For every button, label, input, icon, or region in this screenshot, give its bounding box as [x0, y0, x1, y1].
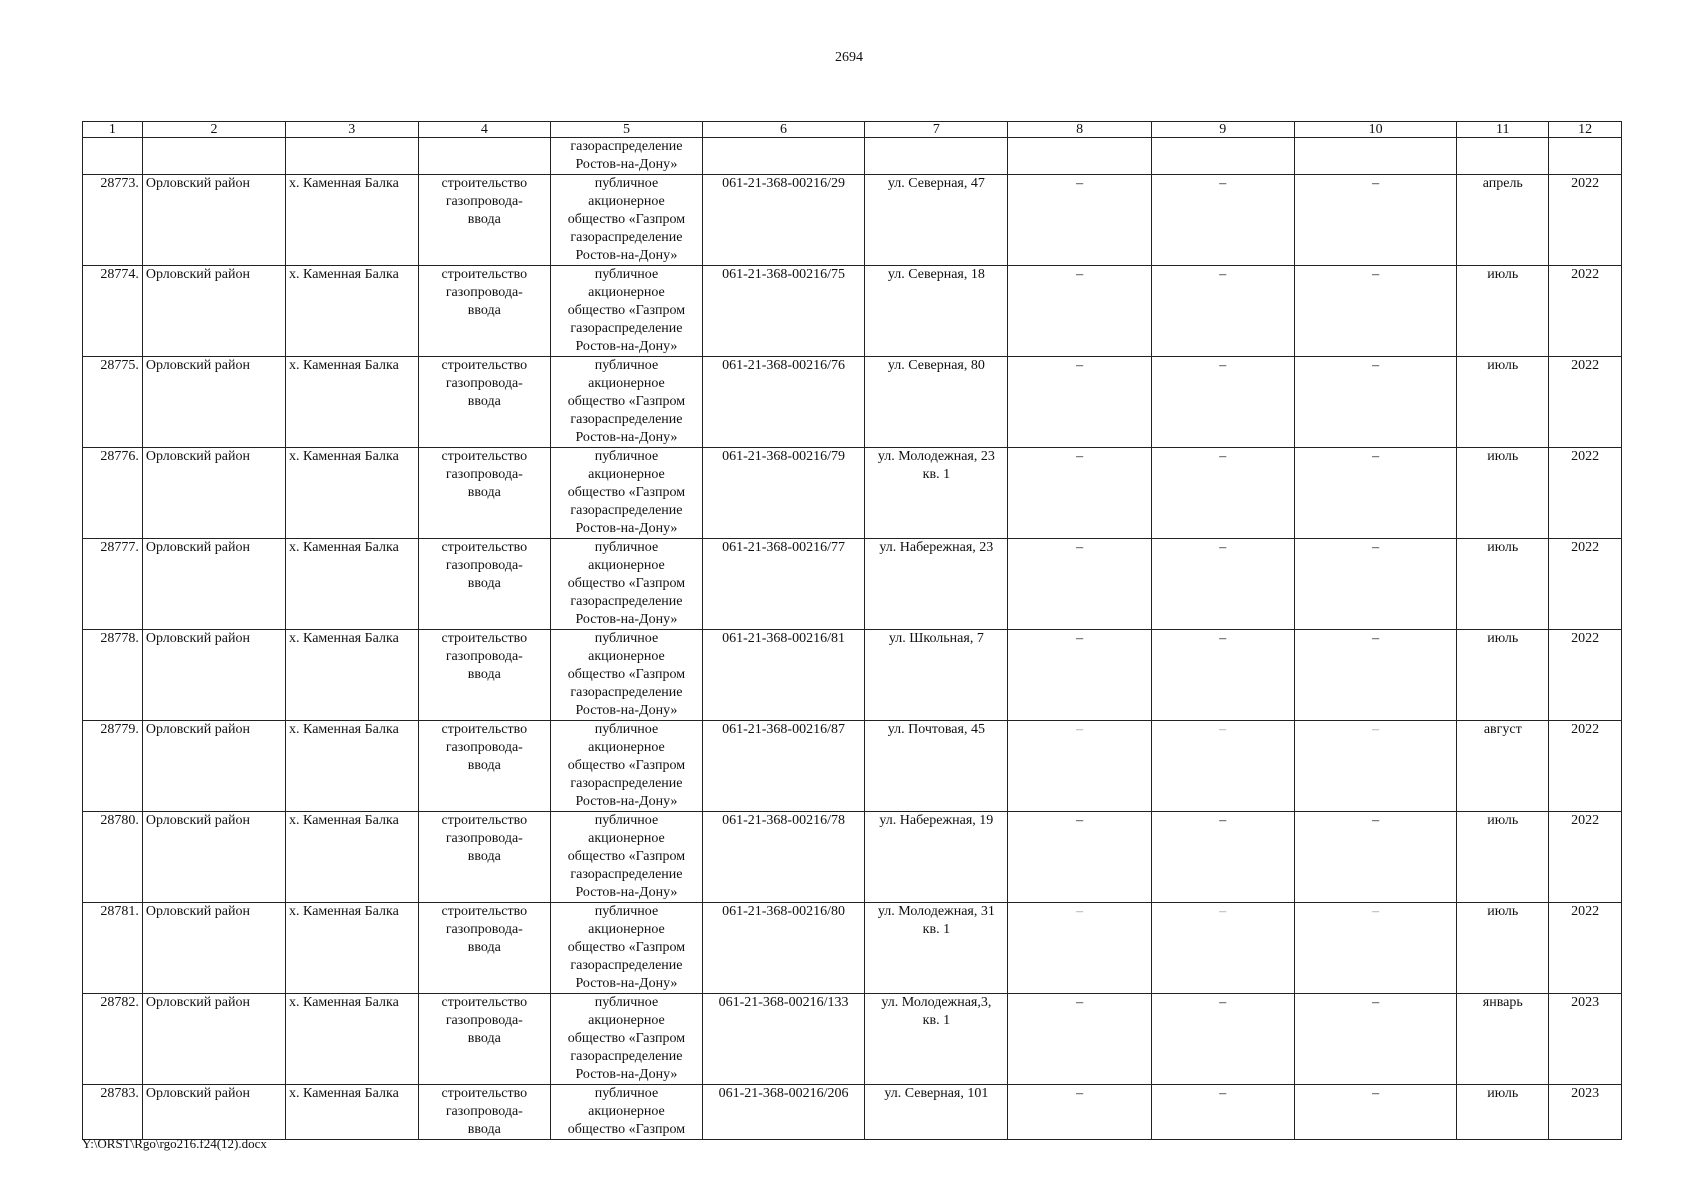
row-number: 28783. — [83, 1085, 143, 1140]
row-number: 28775. — [83, 357, 143, 448]
work-type-line: строительство — [441, 358, 528, 373]
dash-cell: – — [1151, 357, 1294, 448]
row-number: 28778. — [83, 630, 143, 721]
organization — [551, 903, 703, 994]
month: апрель — [1457, 175, 1549, 266]
permit-code: 061-21-368-00216/79 — [702, 448, 864, 539]
row-number: 28782. — [83, 994, 143, 1085]
district: Орловский район — [142, 175, 285, 266]
dash-cell: – — [1294, 903, 1456, 994]
year: 2022 — [1549, 357, 1622, 448]
dash-cell: – — [1008, 539, 1151, 630]
year: 2022 — [1549, 539, 1622, 630]
year: 2022 — [1549, 266, 1622, 357]
dash-cell: – — [1008, 175, 1151, 266]
organization-line: общество «Газпром — [567, 212, 686, 227]
organization — [551, 812, 703, 903]
work-type-line: газопровода- — [445, 1104, 523, 1119]
dash-cell: – — [1008, 994, 1151, 1085]
year: 2022 — [1549, 630, 1622, 721]
organization-line: общество «Газпром — [567, 303, 686, 318]
work-type — [418, 721, 551, 812]
organization-line: газораспределение — [570, 958, 683, 973]
work-type-line: газопровода- — [445, 194, 523, 209]
table-row — [83, 357, 1622, 448]
table-row — [83, 630, 1622, 721]
month: июль — [1457, 266, 1549, 357]
work-type-line: строительство — [441, 995, 528, 1010]
settlement: х. Каменная Балка — [286, 721, 419, 812]
organization-line: публичное — [594, 540, 659, 555]
column-number: 5 — [551, 122, 703, 138]
address-line: ул. Набережная, 23 — [879, 540, 994, 555]
permit-code: 061-21-368-00216/76 — [702, 357, 864, 448]
address — [865, 448, 1008, 539]
permit-code: 061-21-368-00216/80 — [702, 903, 864, 994]
dash-cell: – — [1008, 630, 1151, 721]
organization-line: газораспределение — [570, 1049, 683, 1064]
dash-cell: – — [1151, 630, 1294, 721]
dash-cell: – — [1294, 630, 1456, 721]
address — [865, 812, 1008, 903]
address-line: ул. Почтовая, 45 — [887, 722, 985, 737]
work-type-line: строительство — [441, 722, 528, 737]
dash-cell: – — [1151, 539, 1294, 630]
settlement: х. Каменная Балка — [286, 448, 419, 539]
address-line: ул. Молодежная, 31 — [877, 904, 995, 919]
dash-cell: – — [1294, 721, 1456, 812]
month: июль — [1457, 448, 1549, 539]
dash-cell: – — [1294, 448, 1456, 539]
work-type-line: газопровода- — [445, 831, 523, 846]
organization — [551, 448, 703, 539]
organization-line: общество «Газпром — [567, 1122, 686, 1137]
organization-line: газораспределение — [570, 867, 683, 882]
organization-line: публичное — [594, 631, 659, 646]
organization-line: Ростов-на-Дону» — [575, 1067, 678, 1082]
organization-line: газораспределение — [570, 685, 683, 700]
work-type-line: ввода — [467, 1122, 501, 1137]
permit-code: 061-21-368-00216/133 — [702, 994, 864, 1085]
organization-line: общество «Газпром — [567, 1031, 686, 1046]
dash-cell: – — [1294, 357, 1456, 448]
row-number: 28780. — [83, 812, 143, 903]
table-row — [83, 903, 1622, 994]
address-line: ул. Северная, 101 — [884, 1086, 989, 1101]
district: Орловский район — [142, 448, 285, 539]
work-type-line: ввода — [467, 1031, 501, 1046]
work-type-line: строительство — [441, 449, 528, 464]
address-line: ул. Школьная, 7 — [888, 631, 984, 646]
organization-line: общество «Газпром — [567, 667, 686, 682]
organization-line: Ростов-на-Дону» — [575, 703, 678, 718]
address-line: кв. 1 — [922, 467, 951, 482]
dash-cell: – — [1008, 266, 1151, 357]
organization-line: Ростов-на-Дону» — [575, 339, 678, 354]
settlement: х. Каменная Балка — [286, 266, 419, 357]
address — [865, 539, 1008, 630]
work-type-line: строительство — [441, 1086, 528, 1101]
settlement: х. Каменная Балка — [286, 357, 419, 448]
dash-cell: – — [1151, 994, 1294, 1085]
dash-cell: – — [1008, 1085, 1151, 1140]
work-type-line: строительство — [441, 631, 528, 646]
org-line: Ростов-на-Дону» — [575, 157, 678, 172]
organization-line: Ростов-на-Дону» — [575, 430, 678, 445]
row-number: 28776. — [83, 448, 143, 539]
settlement: х. Каменная Балка — [286, 812, 419, 903]
work-type — [418, 1085, 551, 1140]
work-type — [418, 630, 551, 721]
dash-cell: – — [1294, 812, 1456, 903]
organization-line: акционерное — [588, 1013, 665, 1028]
organization-line: публичное — [594, 358, 659, 373]
organization-line: публичное — [594, 813, 659, 828]
district: Орловский район — [142, 266, 285, 357]
organization-line: акционерное — [588, 649, 665, 664]
table-row — [83, 266, 1622, 357]
district: Орловский район — [142, 721, 285, 812]
file-path-footer: Y:\ORST\Rgo\rgo216.f24(12).docx — [82, 1136, 267, 1151]
year: 2022 — [1549, 812, 1622, 903]
work-type-line: газопровода- — [445, 558, 523, 573]
work-type-line: ввода — [467, 212, 501, 227]
year: 2023 — [1549, 1085, 1622, 1140]
organization-line: газораспределение — [570, 412, 683, 427]
address — [865, 266, 1008, 357]
work-type-line: ввода — [467, 667, 501, 682]
district: Орловский район — [142, 994, 285, 1085]
dash-cell: – — [1008, 448, 1151, 539]
dash-cell: – — [1008, 812, 1151, 903]
row-number: 28774. — [83, 266, 143, 357]
organization-line: общество «Газпром — [567, 576, 686, 591]
month: июль — [1457, 630, 1549, 721]
organization-line: общество «Газпром — [567, 485, 686, 500]
organization — [551, 1085, 703, 1140]
work-type — [418, 994, 551, 1085]
permit-code: 061-21-368-00216/77 — [702, 539, 864, 630]
row-number: 28781. — [83, 903, 143, 994]
column-number: 7 — [865, 122, 1008, 138]
row-number: 28777. — [83, 539, 143, 630]
district: Орловский район — [142, 357, 285, 448]
work-type-line: строительство — [441, 904, 528, 919]
table-row — [83, 994, 1622, 1085]
organization-line: Ростов-на-Дону» — [575, 885, 678, 900]
dash-cell: – — [1294, 266, 1456, 357]
dash-cell: – — [1008, 357, 1151, 448]
work-type-line: строительство — [441, 813, 528, 828]
organization-line: акционерное — [588, 376, 665, 391]
month: июль — [1457, 1085, 1549, 1140]
work-type-line: газопровода- — [445, 467, 523, 482]
table-row — [83, 721, 1622, 812]
district: Орловский район — [142, 539, 285, 630]
organization-line: публичное — [594, 722, 659, 737]
column-number: 2 — [142, 122, 285, 138]
continuation-row — [83, 138, 1622, 175]
row-number: 28773. — [83, 175, 143, 266]
address-line: ул. Молодежная,3, — [881, 995, 992, 1010]
dash-cell: – — [1151, 266, 1294, 357]
work-type-line: строительство — [441, 267, 528, 282]
work-type-line: ввода — [467, 849, 501, 864]
dash-cell: – — [1151, 721, 1294, 812]
dash-cell: – — [1008, 721, 1151, 812]
work-type — [418, 175, 551, 266]
column-number: 11 — [1457, 122, 1549, 138]
work-type-line: ввода — [467, 303, 501, 318]
organization-line: акционерное — [588, 558, 665, 573]
work-type-line: ввода — [467, 485, 501, 500]
dash-cell: – — [1294, 994, 1456, 1085]
year: 2023 — [1549, 994, 1622, 1085]
address — [865, 1085, 1008, 1140]
column-number: 1 — [83, 122, 143, 138]
address-line: ул. Молодежная, 23 — [877, 449, 995, 464]
work-type — [418, 266, 551, 357]
work-type-line: газопровода- — [445, 649, 523, 664]
organization — [551, 994, 703, 1085]
district: Орловский район — [142, 630, 285, 721]
organization-line: акционерное — [588, 740, 665, 755]
address — [865, 357, 1008, 448]
work-type — [418, 539, 551, 630]
organization-line: общество «Газпром — [567, 940, 686, 955]
dash-cell: – — [1294, 1085, 1456, 1140]
organization-line: общество «Газпром — [567, 758, 686, 773]
work-type-line: газопровода- — [445, 922, 523, 937]
work-type-line: строительство — [441, 176, 528, 191]
column-number: 3 — [286, 122, 419, 138]
year: 2022 — [1549, 721, 1622, 812]
organization-line: газораспределение — [570, 776, 683, 791]
organization-line: акционерное — [588, 467, 665, 482]
work-type-line: газопровода- — [445, 376, 523, 391]
organization-line: газораспределение — [570, 321, 683, 336]
work-type — [418, 903, 551, 994]
organization — [551, 266, 703, 357]
column-number: 10 — [1294, 122, 1456, 138]
settlement: х. Каменная Балка — [286, 630, 419, 721]
registry-table — [82, 121, 1622, 1140]
organization-line: акционерное — [588, 285, 665, 300]
organization-line: газораспределение — [570, 230, 683, 245]
work-type-line: ввода — [467, 394, 501, 409]
work-type-line: газопровода- — [445, 740, 523, 755]
table-row — [83, 539, 1622, 630]
district: Орловский район — [142, 1085, 285, 1140]
organization-line: акционерное — [588, 1104, 665, 1119]
permit-code: 061-21-368-00216/29 — [702, 175, 864, 266]
organization-line: газораспределение — [570, 503, 683, 518]
organization-line: Ростов-на-Дону» — [575, 248, 678, 263]
column-number: 12 — [1549, 122, 1622, 138]
district: Орловский район — [142, 812, 285, 903]
organization-line: общество «Газпром — [567, 849, 686, 864]
district: Орловский район — [142, 903, 285, 994]
address-line: ул. Набережная, 19 — [879, 813, 994, 828]
month: июль — [1457, 357, 1549, 448]
permit-code: 061-21-368-00216/81 — [702, 630, 864, 721]
page-number: 2694 — [835, 50, 863, 65]
address-line: кв. 1 — [922, 922, 951, 937]
organization-line: Ростов-на-Дону» — [575, 612, 678, 627]
settlement: х. Каменная Балка — [286, 175, 419, 266]
work-type-line: ввода — [467, 758, 501, 773]
organization-line: публичное — [594, 449, 659, 464]
dash-cell: – — [1151, 1085, 1294, 1140]
organization-line: Ростов-на-Дону» — [575, 794, 678, 809]
organization — [551, 630, 703, 721]
work-type-line: газопровода- — [445, 285, 523, 300]
organization-line: акционерное — [588, 831, 665, 846]
address — [865, 630, 1008, 721]
work-type — [418, 357, 551, 448]
organization-line: акционерное — [588, 194, 665, 209]
table-row — [83, 448, 1622, 539]
organization — [551, 721, 703, 812]
table-row — [83, 812, 1622, 903]
dash-cell: – — [1294, 539, 1456, 630]
table-row — [83, 1085, 1622, 1140]
work-type — [418, 448, 551, 539]
settlement: х. Каменная Балка — [286, 994, 419, 1085]
column-number: 6 — [702, 122, 864, 138]
permit-code: 061-21-368-00216/75 — [702, 266, 864, 357]
column-number-row — [83, 122, 1622, 138]
work-type-line: ввода — [467, 940, 501, 955]
work-type-line: строительство — [441, 540, 528, 555]
table-row — [83, 175, 1622, 266]
year: 2022 — [1549, 448, 1622, 539]
dash-cell: – — [1294, 175, 1456, 266]
address-line: кв. 1 — [922, 1013, 951, 1028]
work-type-line: газопровода- — [445, 1013, 523, 1028]
permit-code: 061-21-368-00216/87 — [702, 721, 864, 812]
org-continuation — [551, 138, 703, 175]
organization-line: общество «Газпром — [567, 394, 686, 409]
row-number: 28779. — [83, 721, 143, 812]
address-line: ул. Северная, 80 — [887, 358, 985, 373]
organization-line: публичное — [594, 995, 659, 1010]
organization-line: публичное — [594, 267, 659, 282]
permit-code: 061-21-368-00216/78 — [702, 812, 864, 903]
month: июль — [1457, 539, 1549, 630]
month: июль — [1457, 903, 1549, 994]
address — [865, 175, 1008, 266]
permit-code: 061-21-368-00216/206 — [702, 1085, 864, 1140]
settlement: х. Каменная Балка — [286, 903, 419, 994]
column-number: 9 — [1151, 122, 1294, 138]
work-type — [418, 812, 551, 903]
organization-line: публичное — [594, 904, 659, 919]
dash-cell: – — [1008, 903, 1151, 994]
dash-cell: – — [1151, 903, 1294, 994]
organization — [551, 539, 703, 630]
month: август — [1457, 721, 1549, 812]
organization — [551, 357, 703, 448]
month: июль — [1457, 812, 1549, 903]
work-type-line: ввода — [467, 576, 501, 591]
dash-cell: – — [1151, 175, 1294, 266]
organization — [551, 175, 703, 266]
organization-line: Ростов-на-Дону» — [575, 521, 678, 536]
dash-cell: – — [1151, 812, 1294, 903]
dash-cell: – — [1151, 448, 1294, 539]
year: 2022 — [1549, 903, 1622, 994]
organization-line: акционерное — [588, 922, 665, 937]
org-line: газораспределение — [570, 139, 683, 154]
column-number: 8 — [1008, 122, 1151, 138]
month: январь — [1457, 994, 1549, 1085]
address — [865, 994, 1008, 1085]
organization-line: Ростов-на-Дону» — [575, 976, 678, 991]
organization-line: публичное — [594, 176, 659, 191]
column-number: 4 — [418, 122, 551, 138]
address-line: ул. Северная, 47 — [887, 176, 985, 191]
address-line: ул. Северная, 18 — [887, 267, 985, 282]
address — [865, 721, 1008, 812]
address — [865, 903, 1008, 994]
settlement: х. Каменная Балка — [286, 1085, 419, 1140]
organization-line: газораспределение — [570, 594, 683, 609]
organization-line: публичное — [594, 1086, 659, 1101]
settlement: х. Каменная Балка — [286, 539, 419, 630]
year: 2022 — [1549, 175, 1622, 266]
